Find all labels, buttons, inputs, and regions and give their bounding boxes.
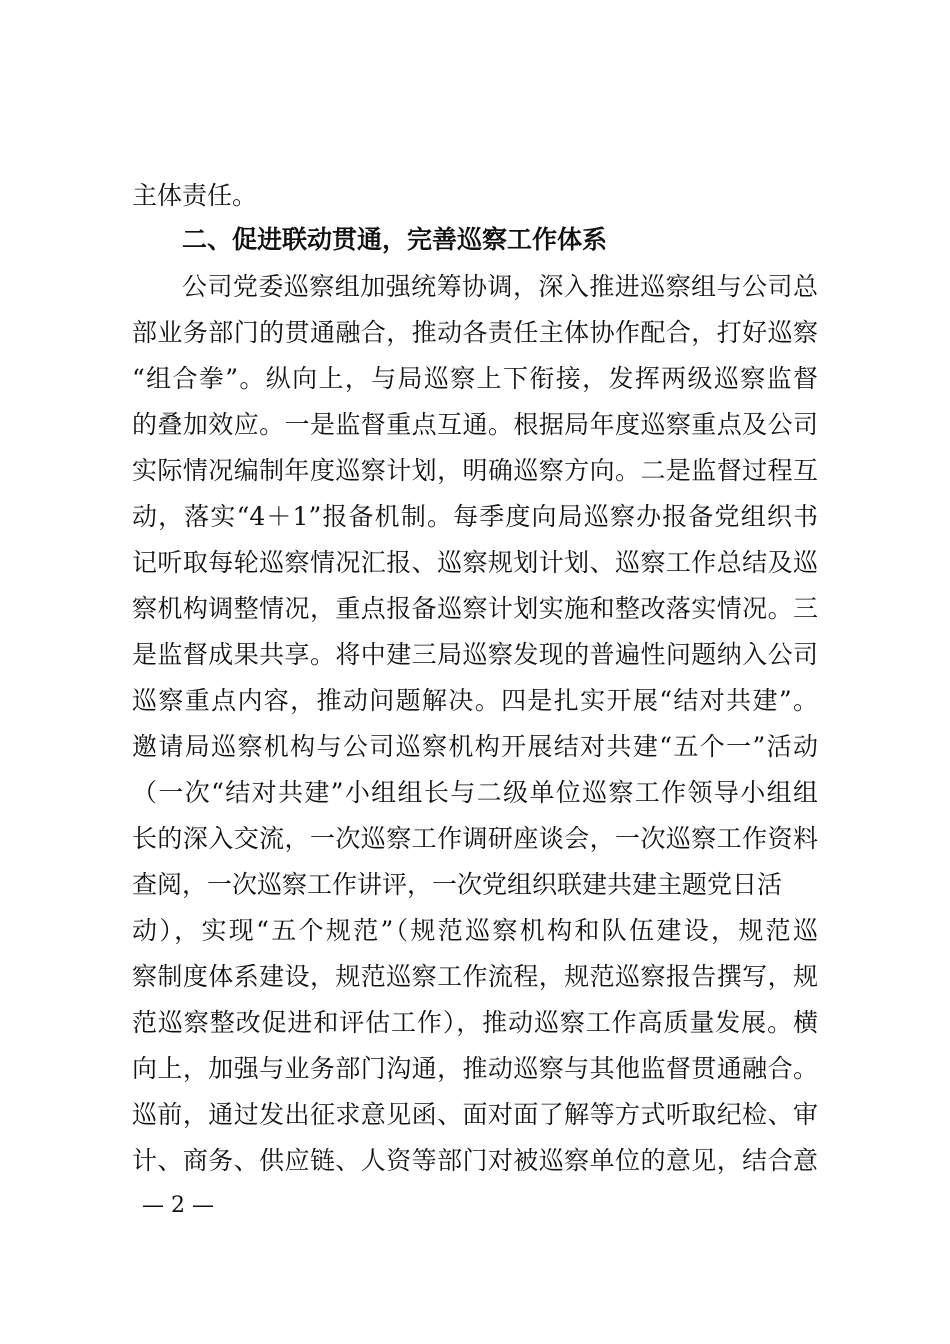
paragraph-line: 主体责任。 bbox=[132, 181, 258, 210]
paragraph-line: 察制度体系建设，规范巡察工作流程，规范巡察报告撰写，规 bbox=[132, 962, 818, 991]
paragraph-line: 向上，加强与业务部门沟通，推动巡察与其他监督贯通融合。 bbox=[132, 1054, 818, 1083]
paragraph-line: 计、商务、供应链、人资等部门对被巡察单位的意见，结合意 bbox=[132, 1146, 818, 1175]
paragraph-line: 动，落实“4＋1”报备机制。每季度向局巡察办报备党组织书 bbox=[132, 502, 818, 531]
page-number: — 2 — bbox=[142, 1193, 214, 1218]
paragraph-line: 察机构调整情况，重点报备巡察计划实施和整改落实情况。三 bbox=[132, 594, 818, 623]
paragraph-line: 长的深入交流，一次巡察工作调研座谈会，一次巡察工作资料 bbox=[132, 824, 818, 853]
paragraph-line: 是监督成果共享。将中建三局巡察发现的普遍性问题纳入公司 bbox=[132, 640, 818, 669]
paragraph-line: 实际情况编制年度巡察计划，明确巡察方向。二是监督过程互 bbox=[132, 456, 818, 485]
paragraph-line: 部业务部门的贯通融合，推动各责任主体协作配合，打好巡察 bbox=[132, 318, 818, 347]
paragraph-line: 查阅，一次巡察工作讲评，一次党组织联建共建主题党日活 bbox=[132, 870, 783, 899]
paragraph-line: 邀请局巡察机构与公司巡察机构开展结对共建“五个一”活动 bbox=[132, 732, 818, 761]
section-heading: 二、促进联动贯通，完善巡察工作体系 bbox=[182, 225, 608, 254]
paragraph-line: 记听取每轮巡察情况汇报、巡察规划计划、巡察工作总结及巡 bbox=[132, 548, 818, 577]
paragraph-line: 公司党委巡察组加强统筹协调，深入推进巡察组与公司总 bbox=[182, 272, 818, 301]
paragraph-line: 巡前，通过发出征求意见函、面对面了解等方式听取纪检、审 bbox=[132, 1100, 818, 1129]
paragraph-line: 的叠加效应。一是监督重点互通。根据局年度巡察重点及公司 bbox=[132, 410, 818, 439]
paragraph-line: 动），实现“五个规范”（规范巡察机构和队伍建设，规范巡 bbox=[132, 916, 818, 945]
paragraph-line: 范巡察整改促进和评估工作），推动巡察工作高质量发展。横 bbox=[132, 1008, 818, 1037]
paragraph-line: 巡察重点内容，推动问题解决。四是扎实开展“结对共建”。 bbox=[132, 686, 818, 715]
paragraph-line: （一次“结对共建”小组组长与二级单位巡察工作领导小组组 bbox=[132, 778, 818, 807]
paragraph-line: “组合拳”。纵向上，与局巡察上下衔接，发挥两级巡察监督 bbox=[132, 364, 818, 393]
